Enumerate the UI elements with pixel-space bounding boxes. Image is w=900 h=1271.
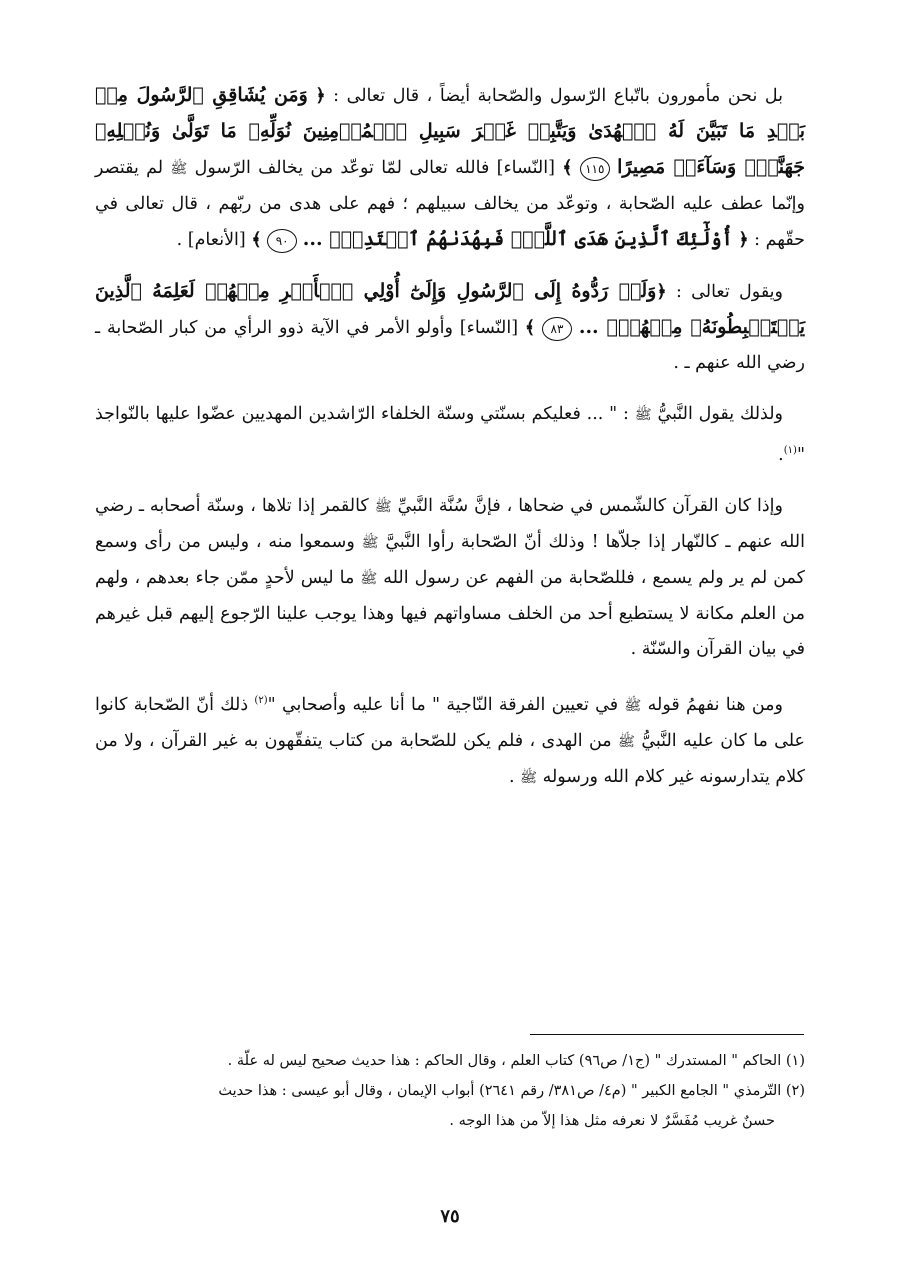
salawat-icon: ﷺ (374, 498, 392, 515)
text: ما ليس لأحدٍ ممّن جاء بعدهم ، ولهم من العلم مكانة لا يستطيع أحد من الخلف مساواتهم فيها وهذا يوجب علينا الرّجوع إليهم قبل غيرهم في بيان القرآن والسّنّة . (95, 567, 805, 659)
paragraph-2 (95, 274, 805, 381)
ornate-bracket-close-icon: ﴾ (562, 158, 573, 178)
paragraph-3 (95, 397, 805, 473)
ornate-bracket-close-icon: ﴾ (251, 230, 262, 250)
text: ومن هنا نفهمُ قوله (641, 694, 783, 715)
text: ولذلك يقول النَّبيُّ (651, 404, 783, 424)
text: [الأنعام] . (176, 230, 252, 250)
ayah-number: ٨٣ (542, 317, 572, 341)
footnotes (95, 1046, 805, 1136)
text: ويقول تعالى : (666, 282, 783, 302)
main-text (95, 78, 805, 812)
footnote-2-continuation: حسنٌ غريب مُفَسَّرٌ لا نعرفه مثل هذا إلاّ من هذا الوجه . (449, 1113, 775, 1129)
text: في تعيين الفرقة النّاجية " ما أنا عليه وأصحابي " (267, 694, 625, 715)
salawat-icon: ﷺ (618, 733, 635, 750)
ornate-bracket-open-icon: ﴿ (738, 230, 749, 250)
text: من الهدى ، فلم يكن للصّحابة من كتاب يتفقّهون به غير القرآن ، ولا من كلام يتدارسونه غير كلام الله ورسوله (95, 730, 805, 787)
ornate-bracket-close-icon: ﴾ (524, 318, 536, 338)
paragraph-5 (95, 683, 805, 796)
ornate-bracket-open-icon: ﴿ (656, 282, 667, 302)
ornate-bracket-open-icon: ﴿ (315, 86, 326, 106)
quran-verse: وَمَن يُشَاقِقِ ٱلرَّسُولَ مِنۢ بَعۡدِ مَا تَبَيَّنَ لَهُ ٱلۡهُدَىٰ وَيَتَّبِعۡ غَيۡرَ سَبِيلِ ٱلۡمُؤۡمِنِينَ نُوَلِّهِۦ مَا تَوَلَّىٰ وَنُصۡلِهِۦ جَهَنَّمَۖ وَسَآءَتۡ مَصِيرًا (95, 84, 805, 178)
paragraph-1 (95, 78, 805, 258)
text: [النّساء] وأولو الأمر في الآية ذوو الرأي من كبار الصّحابة ـ رضي الله عنهم ـ . (95, 318, 805, 373)
text: لم يقتصر وإنّما عطف عليه الصّحابة ، وتوعّد من يخالف سبيلهم ؛ فهم على هدى من ربّهم ، قال تعالى في حقّهم : (95, 158, 805, 250)
text: وسمعوا منه ، وليس من رأى وسمع كمن لم ير ولم يسمع ، فللصّحابة من الفهم عن رسول الله (95, 531, 805, 588)
text: . (508, 766, 521, 787)
salawat-icon: ﷺ (634, 407, 652, 423)
ayah-number: ٩٠ (267, 229, 297, 253)
salawat-icon: ﷺ (520, 769, 538, 786)
text: كالقمر إذا تلاها ، وسنّة أصحابه ـ رضي الله عنهم ـ كالنّهار إذا جلاّها ! وذلك أنّ الصّحابة رأوا النَّبيَّ (95, 495, 805, 552)
text: [النّساء] فالله تعالى لمّا توعّد من يخالف الرّسول (187, 158, 563, 178)
salawat-icon: ﷺ (170, 161, 188, 177)
paragraph-4 (95, 489, 805, 667)
page-number: ٧٥ (440, 1206, 460, 1227)
text: بل نحن مأمورون باتّباع الرّسول والصّحابة أيضاً ، قال تعالى : (325, 86, 783, 106)
quran-verse: وَلَوۡ رَدُّوهُ إِلَى ٱلرَّسُولِ وَإِلَىٰٓ أُوْلِي ٱلۡأَمۡرِ مِنۡهُمۡ لَعَلِمَهُ ٱلَّذِينَ يَسۡتَنۢبِطُونَهُۥ مِنۡهُمۡۗ ... (95, 280, 805, 338)
salawat-icon: ﷺ (361, 534, 379, 551)
salawat-icon: ﷺ (624, 697, 642, 714)
text: وإذا كان القرآن كالشّمس في ضحاها ، فإنَّ سُنَّة النَّبيِّ (391, 495, 783, 516)
text: . (778, 444, 784, 465)
salawat-icon: ﷺ (360, 570, 378, 587)
ayah-number: ١١٥ (580, 157, 610, 181)
quran-verse: أُوْلَٰٓئِكَ ٱلَّذِينَ هَدَى ٱللَّهُۖ فَبِهُدَىٰهُمُ ٱقۡتَدِهۡۗ ... (302, 228, 733, 250)
text: : " ... فعليكم بسنّتي وسنّة الخلفاء الرّاشدين المهديين عضّوا عليها بالنّواجذ " (95, 404, 805, 465)
footnote-divider (530, 1034, 804, 1035)
footnote-ref: (٢) (254, 694, 268, 706)
text: ذلك أنّ الصّحابة كانوا على ما كان عليه النَّبيُّ (95, 694, 805, 751)
footnote-ref: (١) (783, 445, 797, 456)
footnote-1: (١) الحاكم " المستدرك " (ج١/ ص٩٦) كتاب العلم ، وقال الحاكم : هذا حديث صحيح ليس له علّة . (227, 1053, 805, 1069)
footnote-2: (٢) التّرمذي " الجامع الكبير " (م٤/ ص٣٨١/ رقم ٢٦٤١) أبواب الإيمان ، وقال أبو عيسى : هذا حديث (218, 1083, 805, 1099)
